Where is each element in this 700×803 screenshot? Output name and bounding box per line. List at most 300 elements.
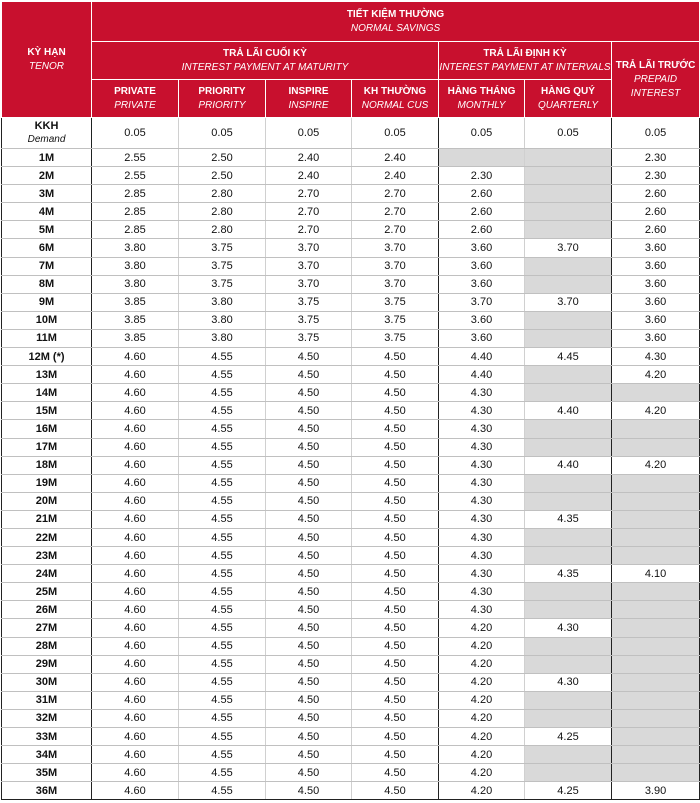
priority-rate-cell: 4.55	[179, 728, 266, 746]
normal-rate-cell: 3.75	[352, 293, 439, 311]
inspire-rate-cell: 3.75	[266, 329, 352, 347]
table-row	[2, 673, 700, 691]
tenor-cell: 12M (*)	[2, 348, 92, 366]
monthly-header-en: MONTHLY	[457, 99, 506, 111]
normal-rate-cell: 4.50	[352, 456, 439, 474]
table-row	[2, 366, 700, 384]
monthly-rate-cell: 4.20	[439, 764, 525, 782]
monthly-rate-cell: 4.30	[439, 547, 525, 565]
monthly-rate-cell: 4.20	[439, 728, 525, 746]
prepaid-rate-cell	[612, 510, 700, 528]
inspire-rate-cell: 4.50	[266, 691, 352, 709]
priority-rate-cell: 2.50	[179, 149, 266, 167]
private-rate-cell: 0.05	[92, 118, 179, 149]
normal-rate-cell: 0.05	[352, 118, 439, 149]
tenor-header-en: TENOR	[29, 60, 64, 72]
prepaid-rate-cell	[612, 709, 700, 727]
prepaid-rate-cell	[612, 583, 700, 601]
inspire-rate-cell: 4.50	[266, 764, 352, 782]
table-row	[2, 203, 700, 221]
quarterly-rate-cell	[525, 167, 612, 185]
quarterly-rate-cell	[525, 149, 612, 167]
normal-rate-cell: 2.40	[352, 167, 439, 185]
table-row	[2, 239, 700, 257]
quarterly-rate-cell	[525, 474, 612, 492]
prepaid-rate-cell: 2.30	[612, 167, 700, 185]
inspire-header-vi: INSPIRE	[288, 85, 329, 97]
table-row	[2, 420, 700, 438]
table-row	[2, 118, 700, 149]
inspire-rate-cell: 4.50	[266, 438, 352, 456]
private-rate-cell: 3.85	[92, 311, 179, 329]
priority-rate-cell: 4.55	[179, 764, 266, 782]
normal-rate-cell: 4.50	[352, 746, 439, 764]
private-rate-cell: 4.60	[92, 691, 179, 709]
savings-rate-table	[1, 1, 700, 800]
table-row	[2, 402, 700, 420]
tenor-cell: 24M	[2, 565, 92, 583]
monthly-header	[439, 80, 525, 118]
quarterly-rate-cell	[525, 366, 612, 384]
inspire-rate-cell: 4.50	[266, 746, 352, 764]
prepaid-rate-cell	[612, 764, 700, 782]
quarterly-rate-cell	[525, 528, 612, 546]
priority-header	[179, 80, 266, 118]
normal-rate-cell: 2.70	[352, 185, 439, 203]
tenor-cell: 3M	[2, 185, 92, 203]
table-row	[2, 691, 700, 709]
table-row	[2, 438, 700, 456]
inspire-rate-cell: 4.50	[266, 782, 352, 800]
normal-rate-cell: 4.50	[352, 348, 439, 366]
inspire-rate-cell: 3.70	[266, 239, 352, 257]
priority-rate-cell: 4.55	[179, 492, 266, 510]
monthly-rate-cell	[439, 149, 525, 167]
quarterly-rate-cell: 4.35	[525, 565, 612, 583]
quarterly-rate-cell	[525, 764, 612, 782]
private-rate-cell: 4.60	[92, 474, 179, 492]
quarterly-rate-cell	[525, 709, 612, 727]
monthly-rate-cell: 2.30	[439, 167, 525, 185]
normal-rate-cell: 4.50	[352, 583, 439, 601]
quarterly-rate-cell	[525, 655, 612, 673]
table-row	[2, 311, 700, 329]
tenor-cell: 20M	[2, 492, 92, 510]
tenor-cell: 22M	[2, 528, 92, 546]
tenor-cell: 27M	[2, 619, 92, 637]
private-header	[92, 80, 179, 118]
prepaid-rate-cell: 4.20	[612, 456, 700, 474]
inspire-rate-cell: 4.50	[266, 456, 352, 474]
maturity-header	[92, 42, 439, 80]
normal-rate-cell: 4.50	[352, 764, 439, 782]
monthly-rate-cell: 2.60	[439, 203, 525, 221]
tenor-header	[2, 2, 92, 118]
private-rate-cell: 4.60	[92, 366, 179, 384]
priority-rate-cell: 4.55	[179, 709, 266, 727]
priority-rate-cell: 4.55	[179, 655, 266, 673]
private-rate-cell: 4.60	[92, 547, 179, 565]
quarterly-rate-cell: 4.40	[525, 402, 612, 420]
inspire-rate-cell: 4.50	[266, 565, 352, 583]
normal-rate-cell: 4.50	[352, 709, 439, 727]
inspire-rate-cell: 4.50	[266, 728, 352, 746]
table-row	[2, 329, 700, 347]
tenor-cell: 4M	[2, 203, 92, 221]
prepaid-rate-cell: 4.20	[612, 366, 700, 384]
quarterly-rate-cell	[525, 492, 612, 510]
monthly-rate-cell: 4.40	[439, 366, 525, 384]
priority-header-en: PRIORITY	[198, 99, 246, 111]
normal-rate-cell: 4.50	[352, 691, 439, 709]
tenor-cell: 10M	[2, 311, 92, 329]
quarterly-header-en: QUARTERLY	[537, 99, 599, 111]
inspire-rate-cell: 2.70	[266, 221, 352, 239]
prepaid-rate-cell	[612, 601, 700, 619]
inspire-rate-cell: 4.50	[266, 547, 352, 565]
quarterly-rate-cell	[525, 185, 612, 203]
inspire-rate-cell: 3.75	[266, 311, 352, 329]
maturity-header-en: INTEREST PAYMENT AT MATURITY	[181, 61, 349, 73]
inspire-rate-cell: 4.50	[266, 510, 352, 528]
table-row	[2, 619, 700, 637]
tenor-header-vi: KỲ HẠN	[27, 46, 66, 58]
table-row	[2, 782, 700, 800]
table-row	[2, 583, 700, 601]
normal-rate-cell: 4.50	[352, 782, 439, 800]
prepaid-rate-cell	[612, 655, 700, 673]
private-rate-cell: 4.60	[92, 655, 179, 673]
inspire-rate-cell: 2.40	[266, 167, 352, 185]
tenor-cell: 31M	[2, 691, 92, 709]
prepaid-rate-cell	[612, 547, 700, 565]
private-header-en: PRIVATE	[114, 99, 156, 111]
monthly-rate-cell: 4.20	[439, 655, 525, 673]
quarterly-rate-cell	[525, 420, 612, 438]
quarterly-rate-cell	[525, 746, 612, 764]
prepaid-rate-cell	[612, 492, 700, 510]
priority-rate-cell: 4.55	[179, 420, 266, 438]
monthly-rate-cell: 4.30	[439, 601, 525, 619]
monthly-rate-cell: 4.30	[439, 583, 525, 601]
private-rate-cell: 3.85	[92, 329, 179, 347]
prepaid-rate-cell: 3.60	[612, 293, 700, 311]
inspire-header-en: INSPIRE	[288, 99, 329, 111]
monthly-rate-cell: 3.60	[439, 311, 525, 329]
quarterly-header-vi: HÀNG QUÝ	[541, 85, 595, 97]
quarterly-rate-cell	[525, 547, 612, 565]
normal-rate-cell: 4.50	[352, 547, 439, 565]
quarterly-rate-cell	[525, 221, 612, 239]
priority-rate-cell: 4.55	[179, 547, 266, 565]
priority-rate-cell: 4.55	[179, 619, 266, 637]
rate-table-body	[2, 118, 700, 800]
monthly-rate-cell: 4.20	[439, 709, 525, 727]
prepaid-rate-cell: 4.10	[612, 565, 700, 583]
prepaid-header	[612, 42, 700, 118]
priority-rate-cell: 2.80	[179, 185, 266, 203]
quarterly-rate-cell	[525, 329, 612, 347]
normal-rate-cell: 3.70	[352, 239, 439, 257]
prepaid-rate-cell: 4.30	[612, 348, 700, 366]
quarterly-rate-cell: 0.05	[525, 118, 612, 149]
prepaid-rate-cell	[612, 728, 700, 746]
prepaid-rate-cell: 4.20	[612, 402, 700, 420]
priority-rate-cell: 4.55	[179, 348, 266, 366]
tenor-cell: 5M	[2, 221, 92, 239]
table-row	[2, 746, 700, 764]
tenor-cell: 1M	[2, 149, 92, 167]
table-row	[2, 384, 700, 402]
tenor-cell: 9M	[2, 293, 92, 311]
table-row	[2, 709, 700, 727]
normal-rate-cell: 4.50	[352, 637, 439, 655]
priority-rate-cell: 4.55	[179, 474, 266, 492]
prepaid-rate-cell: 3.60	[612, 257, 700, 275]
tenor-cell: 25M	[2, 583, 92, 601]
normal-rate-cell: 4.50	[352, 655, 439, 673]
private-rate-cell: 4.60	[92, 728, 179, 746]
tenor-cell: 23M	[2, 547, 92, 565]
private-rate-cell: 4.60	[92, 764, 179, 782]
monthly-rate-cell: 4.20	[439, 637, 525, 655]
quarterly-rate-cell: 3.70	[525, 239, 612, 257]
prepaid-rate-cell	[612, 673, 700, 691]
monthly-rate-cell: 4.30	[439, 420, 525, 438]
quarterly-rate-cell	[525, 691, 612, 709]
quarterly-rate-cell: 4.25	[525, 782, 612, 800]
inspire-rate-cell: 2.40	[266, 149, 352, 167]
normal-rate-cell: 4.50	[352, 366, 439, 384]
private-rate-cell: 4.60	[92, 565, 179, 583]
private-rate-cell: 4.60	[92, 348, 179, 366]
quarterly-rate-cell	[525, 275, 612, 293]
priority-rate-cell: 4.55	[179, 456, 266, 474]
quarterly-rate-cell	[525, 257, 612, 275]
prepaid-rate-cell	[612, 528, 700, 546]
table-row	[2, 510, 700, 528]
normal-rate-cell: 4.50	[352, 528, 439, 546]
monthly-rate-cell: 3.70	[439, 293, 525, 311]
quarterly-rate-cell: 4.45	[525, 348, 612, 366]
private-rate-cell: 4.60	[92, 601, 179, 619]
quarterly-rate-cell	[525, 601, 612, 619]
monthly-rate-cell: 4.20	[439, 619, 525, 637]
quarterly-rate-cell	[525, 438, 612, 456]
tenor-cell: 35M	[2, 764, 92, 782]
table-row	[2, 728, 700, 746]
prepaid-rate-cell: 2.60	[612, 221, 700, 239]
inspire-rate-cell: 0.05	[266, 118, 352, 149]
prepaid-rate-cell: 0.05	[612, 118, 700, 149]
inspire-rate-cell: 3.70	[266, 257, 352, 275]
private-rate-cell: 4.60	[92, 619, 179, 637]
private-rate-cell: 4.60	[92, 528, 179, 546]
prepaid-rate-cell: 3.60	[612, 329, 700, 347]
quarterly-rate-cell	[525, 384, 612, 402]
tenor-cell: 15M	[2, 402, 92, 420]
normal-rate-cell: 4.50	[352, 438, 439, 456]
priority-rate-cell: 4.55	[179, 528, 266, 546]
private-rate-cell: 3.80	[92, 257, 179, 275]
normal-rate-cell: 4.50	[352, 601, 439, 619]
priority-rate-cell: 2.80	[179, 221, 266, 239]
private-rate-cell: 2.85	[92, 221, 179, 239]
priority-rate-cell: 0.05	[179, 118, 266, 149]
priority-rate-cell: 3.75	[179, 239, 266, 257]
normal-rate-cell: 4.50	[352, 402, 439, 420]
normal-customer-header	[352, 80, 439, 118]
private-rate-cell: 4.60	[92, 637, 179, 655]
prepaid-header-vi: TRẢ LÃI TRƯỚC	[615, 59, 696, 71]
private-rate-cell: 4.60	[92, 673, 179, 691]
monthly-rate-cell: 4.20	[439, 746, 525, 764]
priority-rate-cell: 3.75	[179, 257, 266, 275]
monthly-rate-cell: 4.30	[439, 528, 525, 546]
priority-rate-cell: 2.80	[179, 203, 266, 221]
private-rate-cell: 4.60	[92, 510, 179, 528]
normal-savings-header-en: NORMAL SAVINGS	[350, 22, 441, 34]
monthly-rate-cell: 4.30	[439, 402, 525, 420]
table-row	[2, 637, 700, 655]
quarterly-rate-cell: 4.40	[525, 456, 612, 474]
tenor-cell: 30M	[2, 673, 92, 691]
tenor-cell: 29M	[2, 655, 92, 673]
monthly-rate-cell: 4.30	[439, 510, 525, 528]
table-row	[2, 257, 700, 275]
maturity-header-vi: TRẢ LÃI CUỐI KỲ	[223, 47, 307, 59]
quarterly-rate-cell: 4.30	[525, 619, 612, 637]
tenor-cell: 14M	[2, 384, 92, 402]
prepaid-rate-cell	[612, 438, 700, 456]
normal-rate-cell: 4.50	[352, 565, 439, 583]
tenor-cell: 36M	[2, 782, 92, 800]
prepaid-rate-cell: 3.60	[612, 239, 700, 257]
priority-rate-cell: 4.55	[179, 673, 266, 691]
prepaid-rate-cell: 3.90	[612, 782, 700, 800]
normal-rate-cell: 4.50	[352, 510, 439, 528]
table-row	[2, 167, 700, 185]
normal-rate-cell: 4.50	[352, 474, 439, 492]
table-row	[2, 474, 700, 492]
inspire-rate-cell: 4.50	[266, 619, 352, 637]
normal-rate-cell: 4.50	[352, 619, 439, 637]
private-rate-cell: 4.60	[92, 438, 179, 456]
private-rate-cell: 4.60	[92, 402, 179, 420]
inspire-rate-cell: 4.50	[266, 384, 352, 402]
tenor-cell: 16M	[2, 420, 92, 438]
table-row	[2, 492, 700, 510]
prepaid-rate-cell	[612, 474, 700, 492]
private-rate-cell: 3.80	[92, 275, 179, 293]
prepaid-rate-cell: 2.30	[612, 149, 700, 167]
priority-rate-cell: 4.55	[179, 637, 266, 655]
inspire-rate-cell: 4.50	[266, 348, 352, 366]
private-rate-cell: 2.55	[92, 149, 179, 167]
priority-rate-cell: 4.55	[179, 782, 266, 800]
inspire-rate-cell: 3.75	[266, 293, 352, 311]
table-row	[2, 601, 700, 619]
tenor-cell: 6M	[2, 239, 92, 257]
priority-rate-cell: 4.55	[179, 583, 266, 601]
tenor-cell	[2, 118, 92, 149]
inspire-rate-cell: 4.50	[266, 583, 352, 601]
tenor-cell: 19M	[2, 474, 92, 492]
monthly-rate-cell: 4.30	[439, 384, 525, 402]
tenor-cell: 17M	[2, 438, 92, 456]
tenor-cell: 28M	[2, 637, 92, 655]
monthly-rate-cell: 4.30	[439, 456, 525, 474]
inspire-rate-cell: 4.50	[266, 673, 352, 691]
monthly-rate-cell: 4.20	[439, 782, 525, 800]
normal-rate-cell: 3.70	[352, 275, 439, 293]
monthly-rate-cell: 4.30	[439, 492, 525, 510]
intervals-header-en: INTEREST PAYMENT AT INTERVALS	[439, 61, 611, 73]
normal-customer-header-vi: KH THƯỜNG	[363, 85, 427, 97]
private-rate-cell: 4.60	[92, 456, 179, 474]
inspire-rate-cell: 4.50	[266, 366, 352, 384]
prepaid-rate-cell: 3.60	[612, 311, 700, 329]
normal-rate-cell: 4.50	[352, 492, 439, 510]
table-row	[2, 275, 700, 293]
table-row	[2, 185, 700, 203]
quarterly-rate-cell: 3.70	[525, 293, 612, 311]
inspire-rate-cell: 2.70	[266, 185, 352, 203]
table-row	[2, 348, 700, 366]
table-row	[2, 456, 700, 474]
private-rate-cell: 2.85	[92, 203, 179, 221]
inspire-rate-cell: 4.50	[266, 528, 352, 546]
monthly-rate-cell: 4.30	[439, 474, 525, 492]
priority-rate-cell: 3.80	[179, 311, 266, 329]
monthly-rate-cell: 4.30	[439, 438, 525, 456]
monthly-rate-cell: 3.60	[439, 329, 525, 347]
normal-rate-cell: 4.50	[352, 384, 439, 402]
quarterly-rate-cell	[525, 203, 612, 221]
normal-rate-cell: 4.50	[352, 728, 439, 746]
normal-savings-header-vi: TIẾT KIỆM THƯỜNG	[346, 8, 445, 20]
priority-rate-cell: 3.80	[179, 293, 266, 311]
prepaid-rate-cell: 2.60	[612, 185, 700, 203]
private-rate-cell: 4.60	[92, 384, 179, 402]
monthly-rate-cell: 2.60	[439, 221, 525, 239]
quarterly-header	[525, 80, 612, 118]
table-row	[2, 655, 700, 673]
private-rate-cell: 2.55	[92, 167, 179, 185]
tenor-cell: 2M	[2, 167, 92, 185]
private-rate-cell: 4.60	[92, 492, 179, 510]
monthly-header-vi: HÀNG THÁNG	[447, 85, 516, 97]
table-row	[2, 149, 700, 167]
normal-rate-cell: 3.70	[352, 257, 439, 275]
prepaid-rate-cell	[612, 637, 700, 655]
monthly-rate-cell: 3.60	[439, 257, 525, 275]
normal-rate-cell: 3.75	[352, 311, 439, 329]
monthly-rate-cell: 4.40	[439, 348, 525, 366]
monthly-rate-cell: 4.20	[439, 691, 525, 709]
private-rate-cell: 3.80	[92, 239, 179, 257]
tenor-cell: 13M	[2, 366, 92, 384]
tenor-cell: 34M	[2, 746, 92, 764]
monthly-rate-cell: 0.05	[439, 118, 525, 149]
tenor-cell: 26M	[2, 601, 92, 619]
priority-rate-cell: 4.55	[179, 438, 266, 456]
table-row	[2, 764, 700, 782]
priority-header-vi: PRIORITY	[198, 85, 246, 97]
normal-customer-header-en: NORMAL CUS	[361, 99, 429, 111]
private-rate-cell: 2.85	[92, 185, 179, 203]
prepaid-rate-cell: 2.60	[612, 203, 700, 221]
